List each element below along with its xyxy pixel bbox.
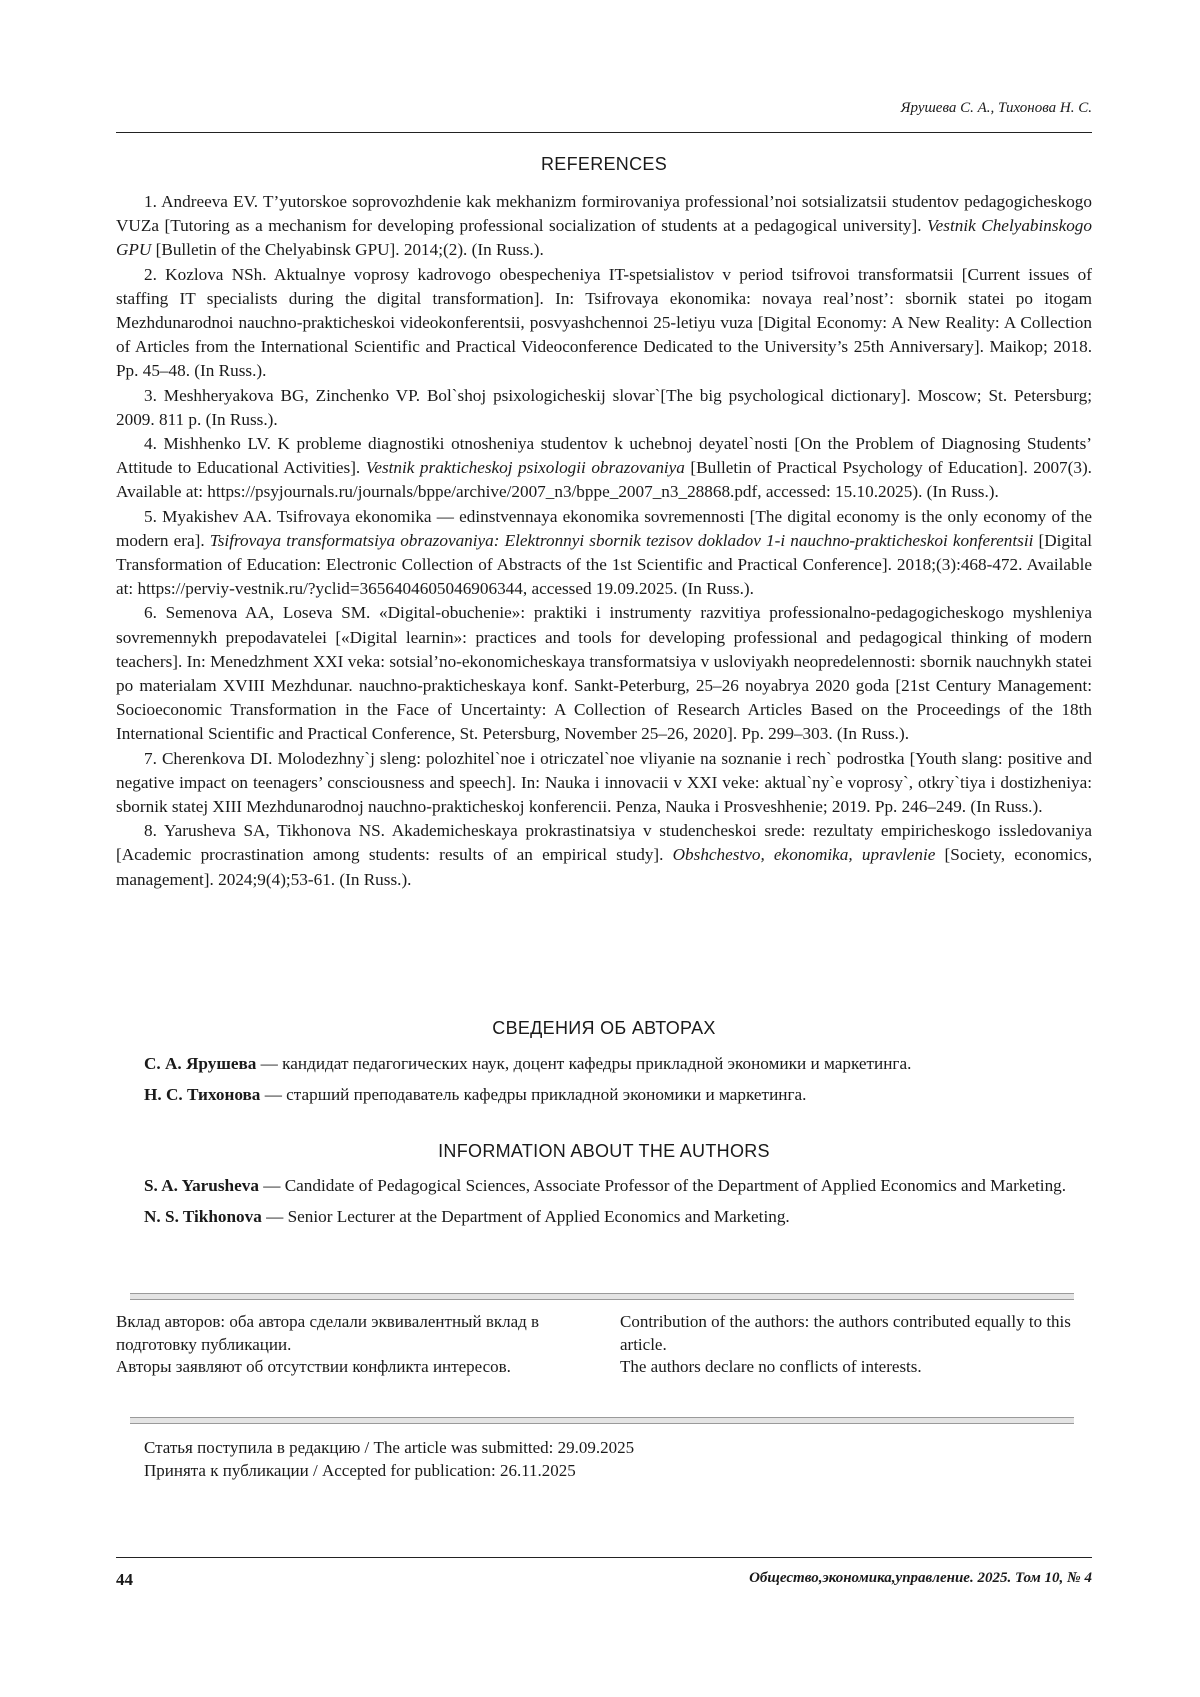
reference-text: [Digital Transformation of Education: Electronic Collection of Abstracts of the 1st Scientific and Practical Conference]. 2018;(3):468-472. Available at: https://perviy-vestnik.ru/?yclid=3656404605046906344, accessed 19.09.2025. (In Russ.).	[116, 530, 1092, 599]
reference-text: 5. Myakishev AA. Tsifrovaya ekonomika — edinstvennaya ekonomika sovremennosti [The digital economy is the only economy of the modern era].	[116, 506, 1092, 550]
contribution-ru	[116, 1311, 592, 1379]
section-divider	[130, 1293, 1074, 1300]
journal-citation: Общество,экономика,управление. 2025. Том 10, № 4	[749, 1570, 1092, 1586]
author-description: — Candidate of Pedagogical Sciences, Associate Professor of the Department of Applied Economics and Marketing.	[258, 1176, 1067, 1195]
reference-journal: Vestnik prakticheskoj psixologii obrazovaniya	[365, 458, 685, 478]
header-rule	[116, 132, 1092, 133]
reference-item	[116, 190, 1092, 263]
reference-item	[116, 601, 1092, 746]
conflict-ru-text: Авторы заявляют об отсутствии конфликта интересов.	[116, 1357, 511, 1376]
article-dates	[144, 1436, 634, 1482]
reference-item	[116, 747, 1092, 820]
conflict-en-text: The authors declare no conflicts of interests.	[620, 1357, 922, 1376]
reference-item	[116, 263, 1092, 384]
author-description: — кандидат педагогических наук, доцент кафедры прикладной экономики и маркетинга.	[256, 1054, 912, 1073]
footer-rule	[116, 1557, 1092, 1558]
reference-text: 1. Andreeva EV. T’yutorskoe soprovozhdenie kak mekhanizm formirovaniya professional’noi sotsializatsii studentov pedagogicheskogo VUZa [Tutoring as a mechanism for developing professional socialization of students at a pedagogical university].	[116, 192, 1092, 236]
section-divider	[130, 1417, 1074, 1424]
reference-text: [Bulletin of Practical Psychology of Education]. 2007(3). Available at: https://psyjournals.ru/journals/bppe/archive/2007_n3/bppe_2007_n3_28868.pdf, accessed: 15.10.2025). (In Russ.).	[116, 458, 1092, 502]
author-name: S. A. Yarusheva	[144, 1176, 259, 1195]
reference-text: 2. Kozlova NSh. Aktualnye voprosy kadrovogo obespecheniya IT-spetsialistov v period tsifrovoi transformatsii [Current issues of staffing IT specialists during the digital transformation]. In: Tsifrovaya ekonomika: novaya real’nost’: sbornik statei po itogam Mezhdunarodnoi nauchno-prakticheskoi videokonferentsii, posvyashchennoi 25-letiyu vuza [Digital Economy: A New Reality: A Collection of Articles from the International Scientific and Practical Videoconference Dedicated to the University’s 25th Anniversary]. Maikop; 2018. Pp. 45–48. (In Russ.).	[116, 264, 1092, 381]
reference-text: 6. Semenova AA, Loseva SM. «Digital-obuchenie»: praktiki i instrumenty razvitiya professionalno-pedagogicheskogo myshleniya sovremennykh prepodavatelei [«Digital learnin»: practices and tools for developing professional and pedagogical thinking of modern teachers]. In: Menedzhment XXI veka: sotsial’no-ekonomicheskaya transformatsiya v usloviyakh neopredelennosti: sbornik nauchnykh statei po materialam XVIII Mezhdunar. nauchno-prakticheskaya konf. Sankt-Peterburg, 25–26 noyabrya 2020 goda [21st Century Management: Socioeconomic Transformation in the Face of Uncertainty: A Collection of Research Articles Based on the Proceedings of the 18th International Scientific and Practical Conference, St. Petersburg, November 25–26, 2020]. Pp. 299–303. (In Russ.).	[116, 603, 1092, 744]
reference-text: [Bulletin of the Chelyabinsk GPU]. 2014;(2). (In Russ.).	[151, 240, 544, 260]
reference-item	[116, 432, 1092, 505]
reference-item	[116, 505, 1092, 602]
reference-text: 3. Meshheryakova BG, Zinchenko VP. Bol`shoj psixologicheskij slovar`[The big psychological dictionary]. Moscow; St. Petersburg; 2009. 811 p. (In Russ.).	[116, 385, 1092, 429]
reference-text: 7. Cherenkova DI. Molodezhny`j sleng: polozhitel`noe i otriczatel`noe vliyanie na soznanie i rech` podrostka [Youth slang: positive and negative impact on teenagers’ consciousness and speech]. In: Nauka i innovacii v XXI veke: aktual`ny`e voprosy`, otkry`tiya i dostizheniya: sbornik statej XIII Mezhdunarodnoj nauchno-prakticheskoj konferencii. Penza, Nauka i Prosveshhenie; 2019. Pp. 246–249. (In Russ.).	[116, 748, 1092, 817]
author-item	[116, 1205, 1092, 1229]
contribution-en-text: Contribution of the authors: the authors contributed equally to this article.	[620, 1312, 1071, 1354]
author-description: — старший преподаватель кафедры прикладной экономики и маркетинга.	[260, 1085, 807, 1104]
authors-ru-title: СВЕДЕНИЯ ОБ АВТОРАХ	[492, 1018, 716, 1038]
reference-text: 8. Yarusheva SA, Tikhonova NS. Akademicheskaya prokrastinatsiya v studencheskoi srede: rezultaty empiricheskogo issledovaniya [Academic procrastination among students: results of an empirical study].	[116, 821, 1092, 865]
author-name: С. А. Ярушева	[144, 1054, 257, 1073]
authors-en-list	[116, 1174, 1092, 1236]
running-head: Ярушева С. А., Тихонова Н. С.	[900, 100, 1092, 116]
references-title: REFERENCES	[540, 154, 668, 174]
references-list	[116, 190, 1092, 892]
reference-journal: Obshchestvo, ekonomika, upravlenie	[672, 845, 936, 865]
author-description: — Senior Lecturer at the Department of Applied Economics and Marketing.	[261, 1207, 790, 1226]
author-item	[116, 1174, 1092, 1198]
author-item	[116, 1052, 1092, 1076]
author-item	[116, 1083, 1092, 1107]
accepted-date: Принята к публикации / Accepted for publication: 26.11.2025	[144, 1461, 576, 1480]
reference-item	[116, 384, 1092, 432]
page-number: 44	[116, 1570, 133, 1589]
reference-journal: Vestnik Chelyabinskogo GPU	[116, 216, 1092, 260]
submitted-date: Статья поступила в редакцию / The article was submitted: 29.09.2025	[144, 1438, 635, 1457]
reference-item	[116, 819, 1092, 892]
author-name: N. S. Tikhonova	[144, 1207, 262, 1226]
reference-text: [Society, economics, management]. 2024;9(4);53-61. (In Russ.).	[116, 845, 1092, 889]
contribution-en	[620, 1311, 1092, 1379]
authors-ru-list	[116, 1052, 1092, 1114]
reference-text: 4. Mishhenko LV. K probleme diagnostiki otnosheniya studentov k uchebnoj deyatel`nosti [On the Problem of Diagnosing Students’ Attitude to Educational Activities].	[116, 434, 1092, 478]
author-name: Н. С. Тихонова	[144, 1085, 261, 1104]
authors-en-title: INFORMATION ABOUT THE AUTHORS	[438, 1141, 770, 1161]
contribution-ru-text: Вклад авторов: оба автора сделали эквивалентный вклад в подготовку публикации.	[116, 1312, 540, 1354]
reference-journal: Tsifrovaya transformatsiya obrazovaniya: Elektronnyi sbornik tezisov dokladov 1-i nauchno-prakticheskoi konferentsii	[209, 530, 1034, 550]
